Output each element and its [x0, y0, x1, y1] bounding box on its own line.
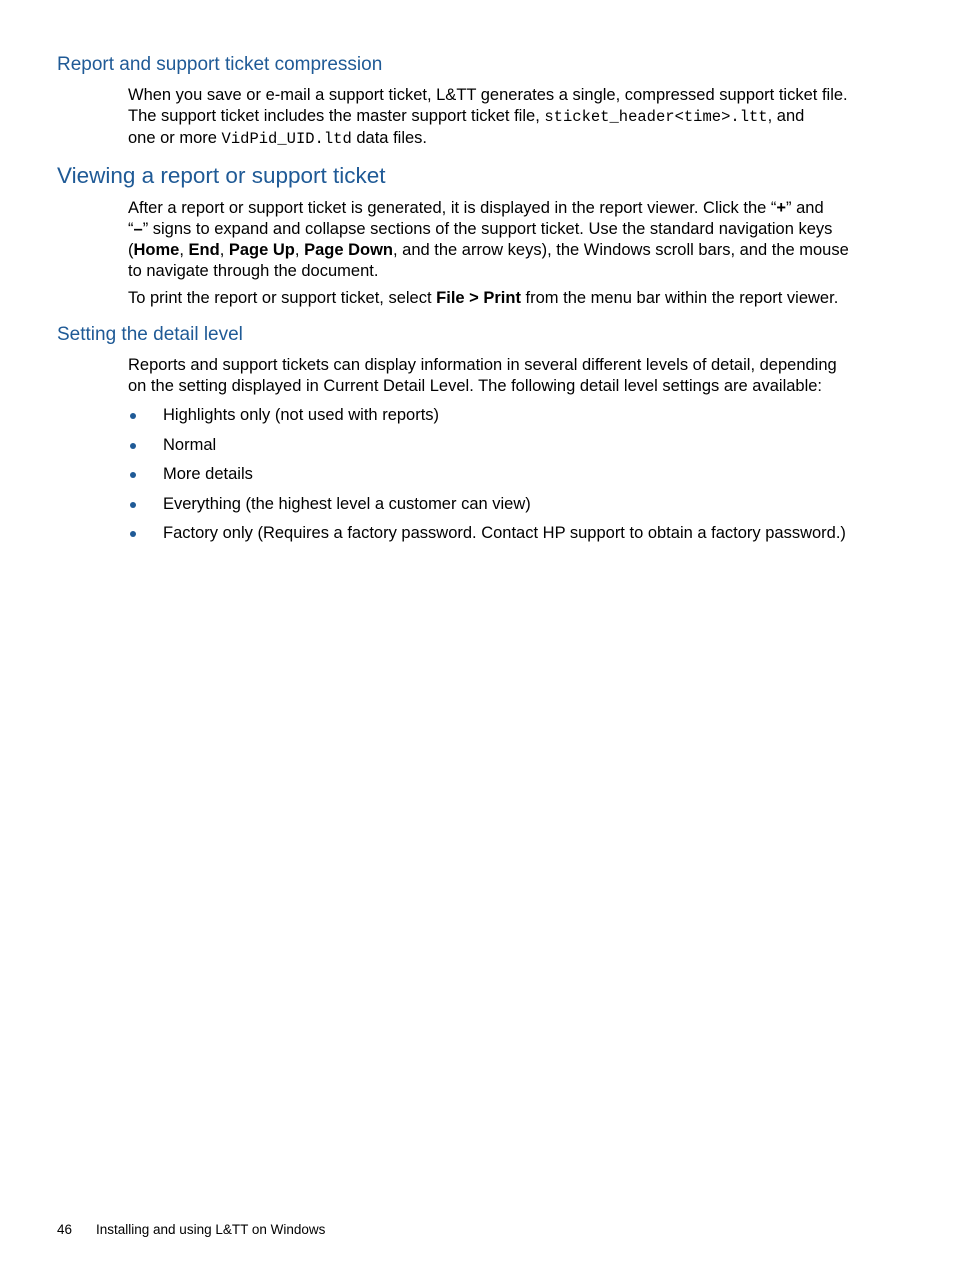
text-run: , and	[767, 107, 805, 125]
list-item	[128, 494, 888, 524]
heading-detail-level: Setting the detail level	[57, 324, 243, 345]
compression-line-3	[128, 128, 873, 150]
list-item	[128, 405, 888, 435]
text-run: The support ticket includes the master support ticket file,	[128, 107, 545, 125]
bullet-icon	[130, 502, 136, 508]
page-number: 46	[57, 1222, 73, 1237]
text-run: ,	[294, 241, 305, 259]
compression-line-1: When you save or e-mail a support ticket, L&TT generates a single, compressed support ticket file.	[128, 86, 848, 104]
text-run: data files.	[351, 129, 427, 147]
text-run: “	[128, 220, 134, 238]
text-run: After a report or support ticket is generated, it is displayed in the report viewer. Click the “	[128, 199, 777, 217]
paragraph-detail	[128, 355, 873, 397]
code-sticket-header: sticket_header<time>.ltt	[544, 108, 768, 126]
key-end: End	[188, 241, 220, 259]
page-footer	[57, 1222, 325, 1237]
text-run: ” signs to expand and collapse sections of the support ticket. Use the standard navigation keys	[142, 220, 833, 238]
key-page-down: Page Down	[304, 241, 393, 259]
list-item-text: More details	[163, 465, 253, 484]
paragraph-viewing-1	[128, 198, 873, 282]
list-item-text: Everything (the highest level a customer can view)	[163, 494, 531, 513]
bullet-icon	[130, 472, 136, 478]
detail-level-list	[128, 405, 888, 553]
paragraph-compression	[128, 85, 873, 150]
text-run: (	[128, 241, 134, 259]
list-item	[128, 523, 888, 553]
minus-sign: –	[133, 220, 143, 238]
list-item-text: Factory only (Requires a factory password. Contact HP support to obtain a factory password.)	[163, 524, 846, 543]
heading-viewing: Viewing a report or support ticket	[57, 163, 386, 188]
viewing-line-1	[128, 198, 873, 219]
viewing-print-line	[128, 288, 873, 309]
bullet-icon	[130, 413, 136, 419]
viewing-line-3	[128, 240, 873, 261]
footer-chapter-title: Installing and using L&TT on Windows	[96, 1222, 326, 1237]
text-run: , and the arrow keys), the Windows scroll bars, and the mouse	[393, 241, 849, 259]
text-run: ” and	[786, 199, 824, 217]
list-item	[128, 464, 888, 494]
compression-line-2	[128, 106, 873, 128]
menu-file-print: File > Print	[436, 289, 521, 307]
heading-compression: Report and support ticket compression	[57, 54, 383, 75]
bullet-icon	[130, 531, 136, 537]
list-item-text: Normal	[163, 435, 217, 454]
key-page-up: Page Up	[228, 241, 295, 259]
text-run: one or more	[128, 129, 222, 147]
key-home: Home	[133, 241, 180, 259]
plus-sign: +	[776, 199, 787, 217]
list-item	[128, 435, 888, 465]
bullet-icon	[130, 443, 136, 449]
list-item-text: Highlights only (not used with reports)	[163, 406, 440, 424]
code-vidpid-uid: VidPid_UID.ltd	[221, 130, 352, 148]
detail-line-2: on the setting displayed in Current Detail Level. The following detail level settings are available:	[128, 377, 823, 395]
viewing-line-2	[128, 219, 873, 240]
text-run: To print the report or support ticket, select	[128, 289, 437, 307]
detail-line-1: Reports and support tickets can display information in several different levels of detail, depending	[128, 356, 837, 374]
paragraph-viewing-2	[128, 288, 873, 309]
text-run: ,	[179, 241, 189, 259]
text-run: ,	[219, 241, 229, 259]
viewing-line-4: to navigate through the document.	[128, 262, 379, 280]
text-run: from the menu bar within the report viewer.	[520, 289, 839, 307]
